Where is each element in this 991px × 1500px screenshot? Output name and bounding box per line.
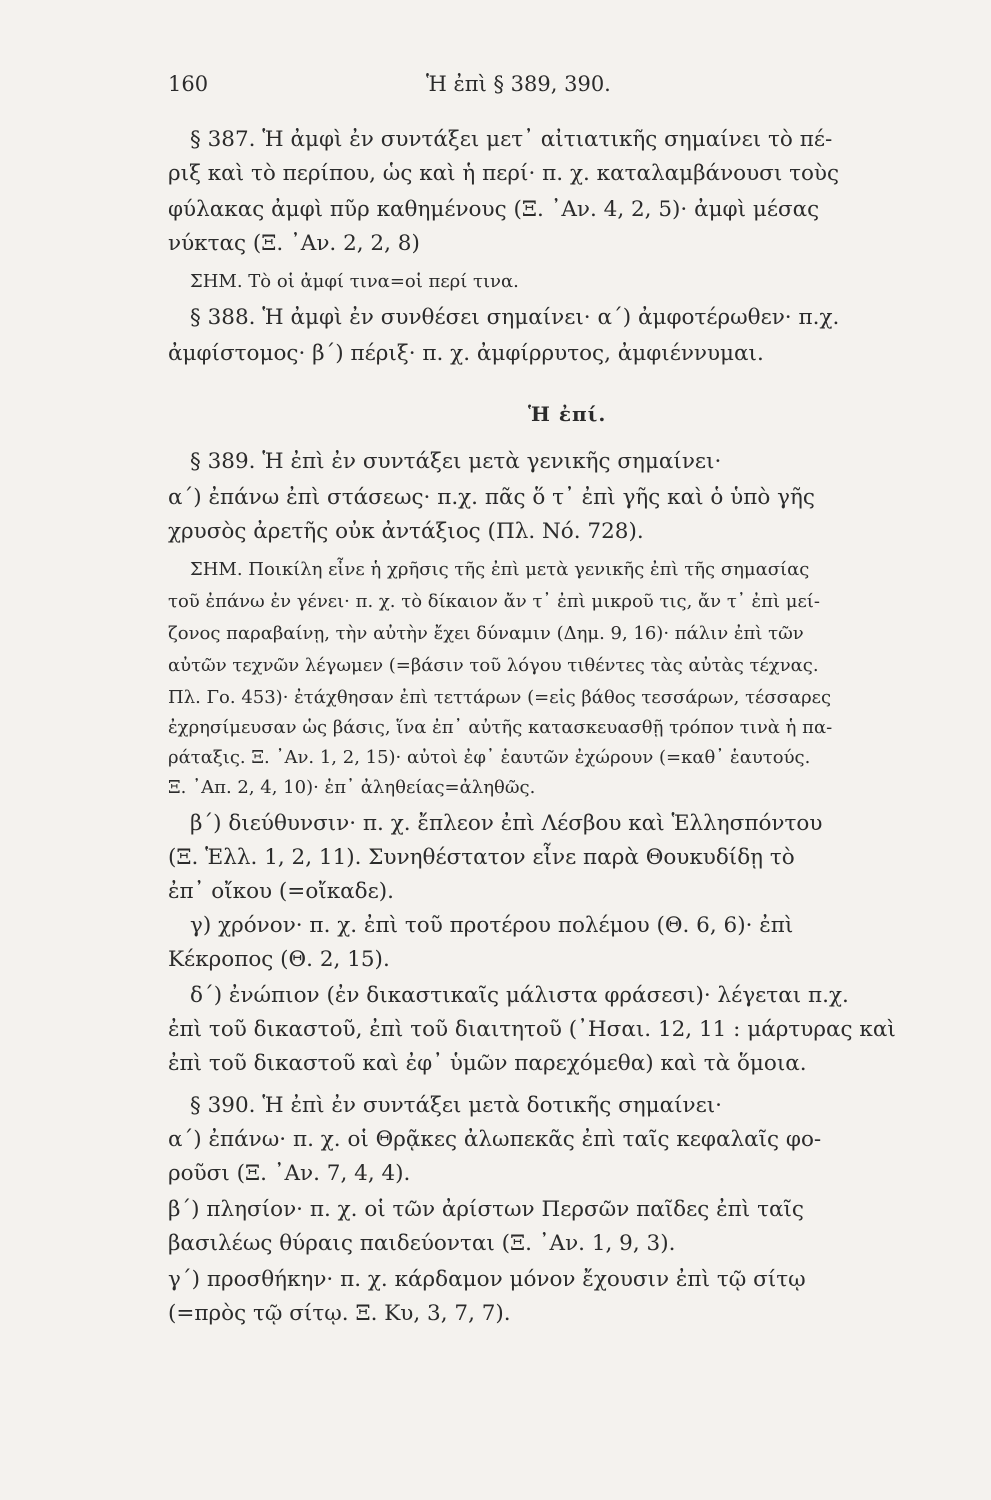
text-line: α΄) ἐπάνω ἐπὶ στάσεως· π.χ. πᾶς ὅ τ᾽ ἐπὶ γῆς καὶ ὁ ὑπὸ γῆς [168, 485, 815, 510]
note-line: αὐτῶν τεχνῶν λέγωμεν (=βάσιν τοῦ λόγου τιθέντες τὰς αὐτὰς τέχνας. [168, 655, 819, 676]
note-line: Ξ. ᾽Απ. 2, 4, 10)· ἐπ᾽ ἀληθείας=ἀληθῶς. [168, 777, 536, 798]
text-line: γ) χρόνον· π. χ. ἐπὶ τοῦ προτέρου πολέμου (Θ. 6, 6)· ἐπὶ [190, 913, 794, 938]
text-line: § 387. Ἡ ἀμφὶ ἐν συντάξει μετ᾽ αἰτιατικῆς σημαίνει τὸ πέ- [190, 127, 833, 152]
note-line: τοῦ ἐπάνω ἐν γένει· π. χ. τὸ δίκαιον ἄν τ᾽ ἐπὶ μικροῦ τις, ἄν τ᾽ ἐπὶ μεί- [168, 591, 820, 612]
note-line: ράταξις. Ξ. ᾽Αν. 1, 2, 15)· αὐτοὶ ἐφ᾽ ἑαυτῶν ἐχώρουν (=καθ᾽ ἑαυτούς. [168, 747, 811, 768]
text-line: ἐπὶ τοῦ δικαστοῦ, ἐπὶ τοῦ διαιτητοῦ (᾽Ησαι. 12, 11 : μάρτυρας καὶ [168, 1017, 896, 1042]
text-line: χρυσὸς ἀρετῆς οὐκ ἀντάξιος (Πλ. Νό. 728). [168, 519, 644, 544]
note-line: ἐχρησίμευσαν ὡς βάσις, ἵνα ἐπ᾽ αὐτῆς κατασκευασθῇ τρόπον τινὰ ἡ πα- [168, 717, 833, 738]
text-line: ροῦσι (Ξ. ᾽Αν. 7, 4, 4). [168, 1161, 411, 1186]
text-line: δ΄) ἐνώπιον (ἐν δικαστικαῖς μάλιστα φράσεσι)· λέγεται π.χ. [190, 983, 849, 1008]
text-line: βασιλέως θύραις παιδεύονται (Ξ. ᾽Αν. 1, 9, 3). [168, 1231, 676, 1256]
text-line: ἀμφίστομος· β΄) πέριξ· π. χ. ἀμφίρρυτος, ἀμφιέννυμαι. [168, 341, 764, 366]
text-line: φύλακας ἀμφὶ πῦρ καθημένους (Ξ. ᾽Αν. 4, 2, 5)· ἀμφὶ μέσας [168, 197, 820, 222]
text-line: γ΄) προσθήκην· π. χ. κάρδαμον μόνον ἔχουσιν ἐπὶ τῷ σίτῳ [168, 1267, 806, 1292]
text-line: (Ξ. Ἑλλ. 1, 2, 11). Συνηθέστατον εἶνε παρὰ Θουκυδίδῃ τὸ [168, 845, 795, 870]
note-line: Πλ. Γο. 453)· ἐτάχθησαν ἐπὶ τεττάρων (=εἰς βάθος τεσσάρων, τέσσαρες [168, 687, 832, 708]
text-line: (=πρὸς τῷ σίτῳ. Ξ. Κυ, 3, 7, 7). [168, 1301, 511, 1326]
page-header [168, 72, 928, 102]
text-line: § 388. Ἡ ἀμφὶ ἐν συνθέσει σημαίνει· α΄) ἀμφοτέρωθεν· π.χ. [190, 305, 840, 330]
section-heading: Ἡ ἐπί. [528, 402, 607, 426]
text-line: νύκτας (Ξ. ᾽Αν. 2, 2, 8) [168, 231, 420, 256]
text-line: § 389. Ἡ ἐπὶ ἐν συντάξει μετὰ γενικῆς σημαίνει· [190, 449, 722, 474]
text-line: ἐπ᾽ οἴκου (=οἴκαδε). [168, 879, 394, 904]
note-line: ΣΗΜ. Τὸ οἱ ἀμφί τινα=οἱ περί τινα. [190, 271, 519, 292]
page-number: 160 [168, 72, 209, 96]
text-line: β΄) πλησίον· π. χ. οἱ τῶν ἀρίστων Περσῶν παῖδες ἐπὶ ταῖς [168, 1197, 804, 1222]
text-line: ἐπὶ τοῦ δικαστοῦ καὶ ἐφ᾽ ὑμῶν παρεχόμεθα) καὶ τὰ ὅμοια. [168, 1051, 807, 1076]
note-line: ζονος παραβαίνῃ, τὴν αὐτὴν ἔχει δύναμιν (Δημ. 9, 16)· πάλιν ἐπὶ τῶν [168, 623, 804, 644]
text-line: α΄) ἐπάνω· π. χ. οἱ Θρᾷκες ἀλωπεκᾶς ἐπὶ ταῖς κεφαλαῖς φο- [168, 1127, 822, 1152]
text-line: Κέκροπος (Θ. 2, 15). [168, 947, 390, 972]
note-line: ΣΗΜ. Ποικίλη εἶνε ἡ χρῆσις τῆς ἐπὶ μετὰ γενικῆς ἐπὶ τῆς σημασίας [190, 559, 810, 580]
text-line: § 390. Ἡ ἐπὶ ἐν συντάξει μετὰ δοτικῆς σημαίνει· [190, 1093, 723, 1118]
text-line: ριξ καὶ τὸ περίπου, ὡς καὶ ἡ περί· π. χ. καταλαμβάνουσι τοὺς [168, 161, 840, 186]
text-line: β΄) διεύθυνσιν· π. χ. ἔπλεον ἐπὶ Λέσβου καὶ Ἑλλησπόντου [190, 811, 823, 836]
running-title: Ἡ ἐπὶ § 389, 390. [426, 72, 611, 96]
